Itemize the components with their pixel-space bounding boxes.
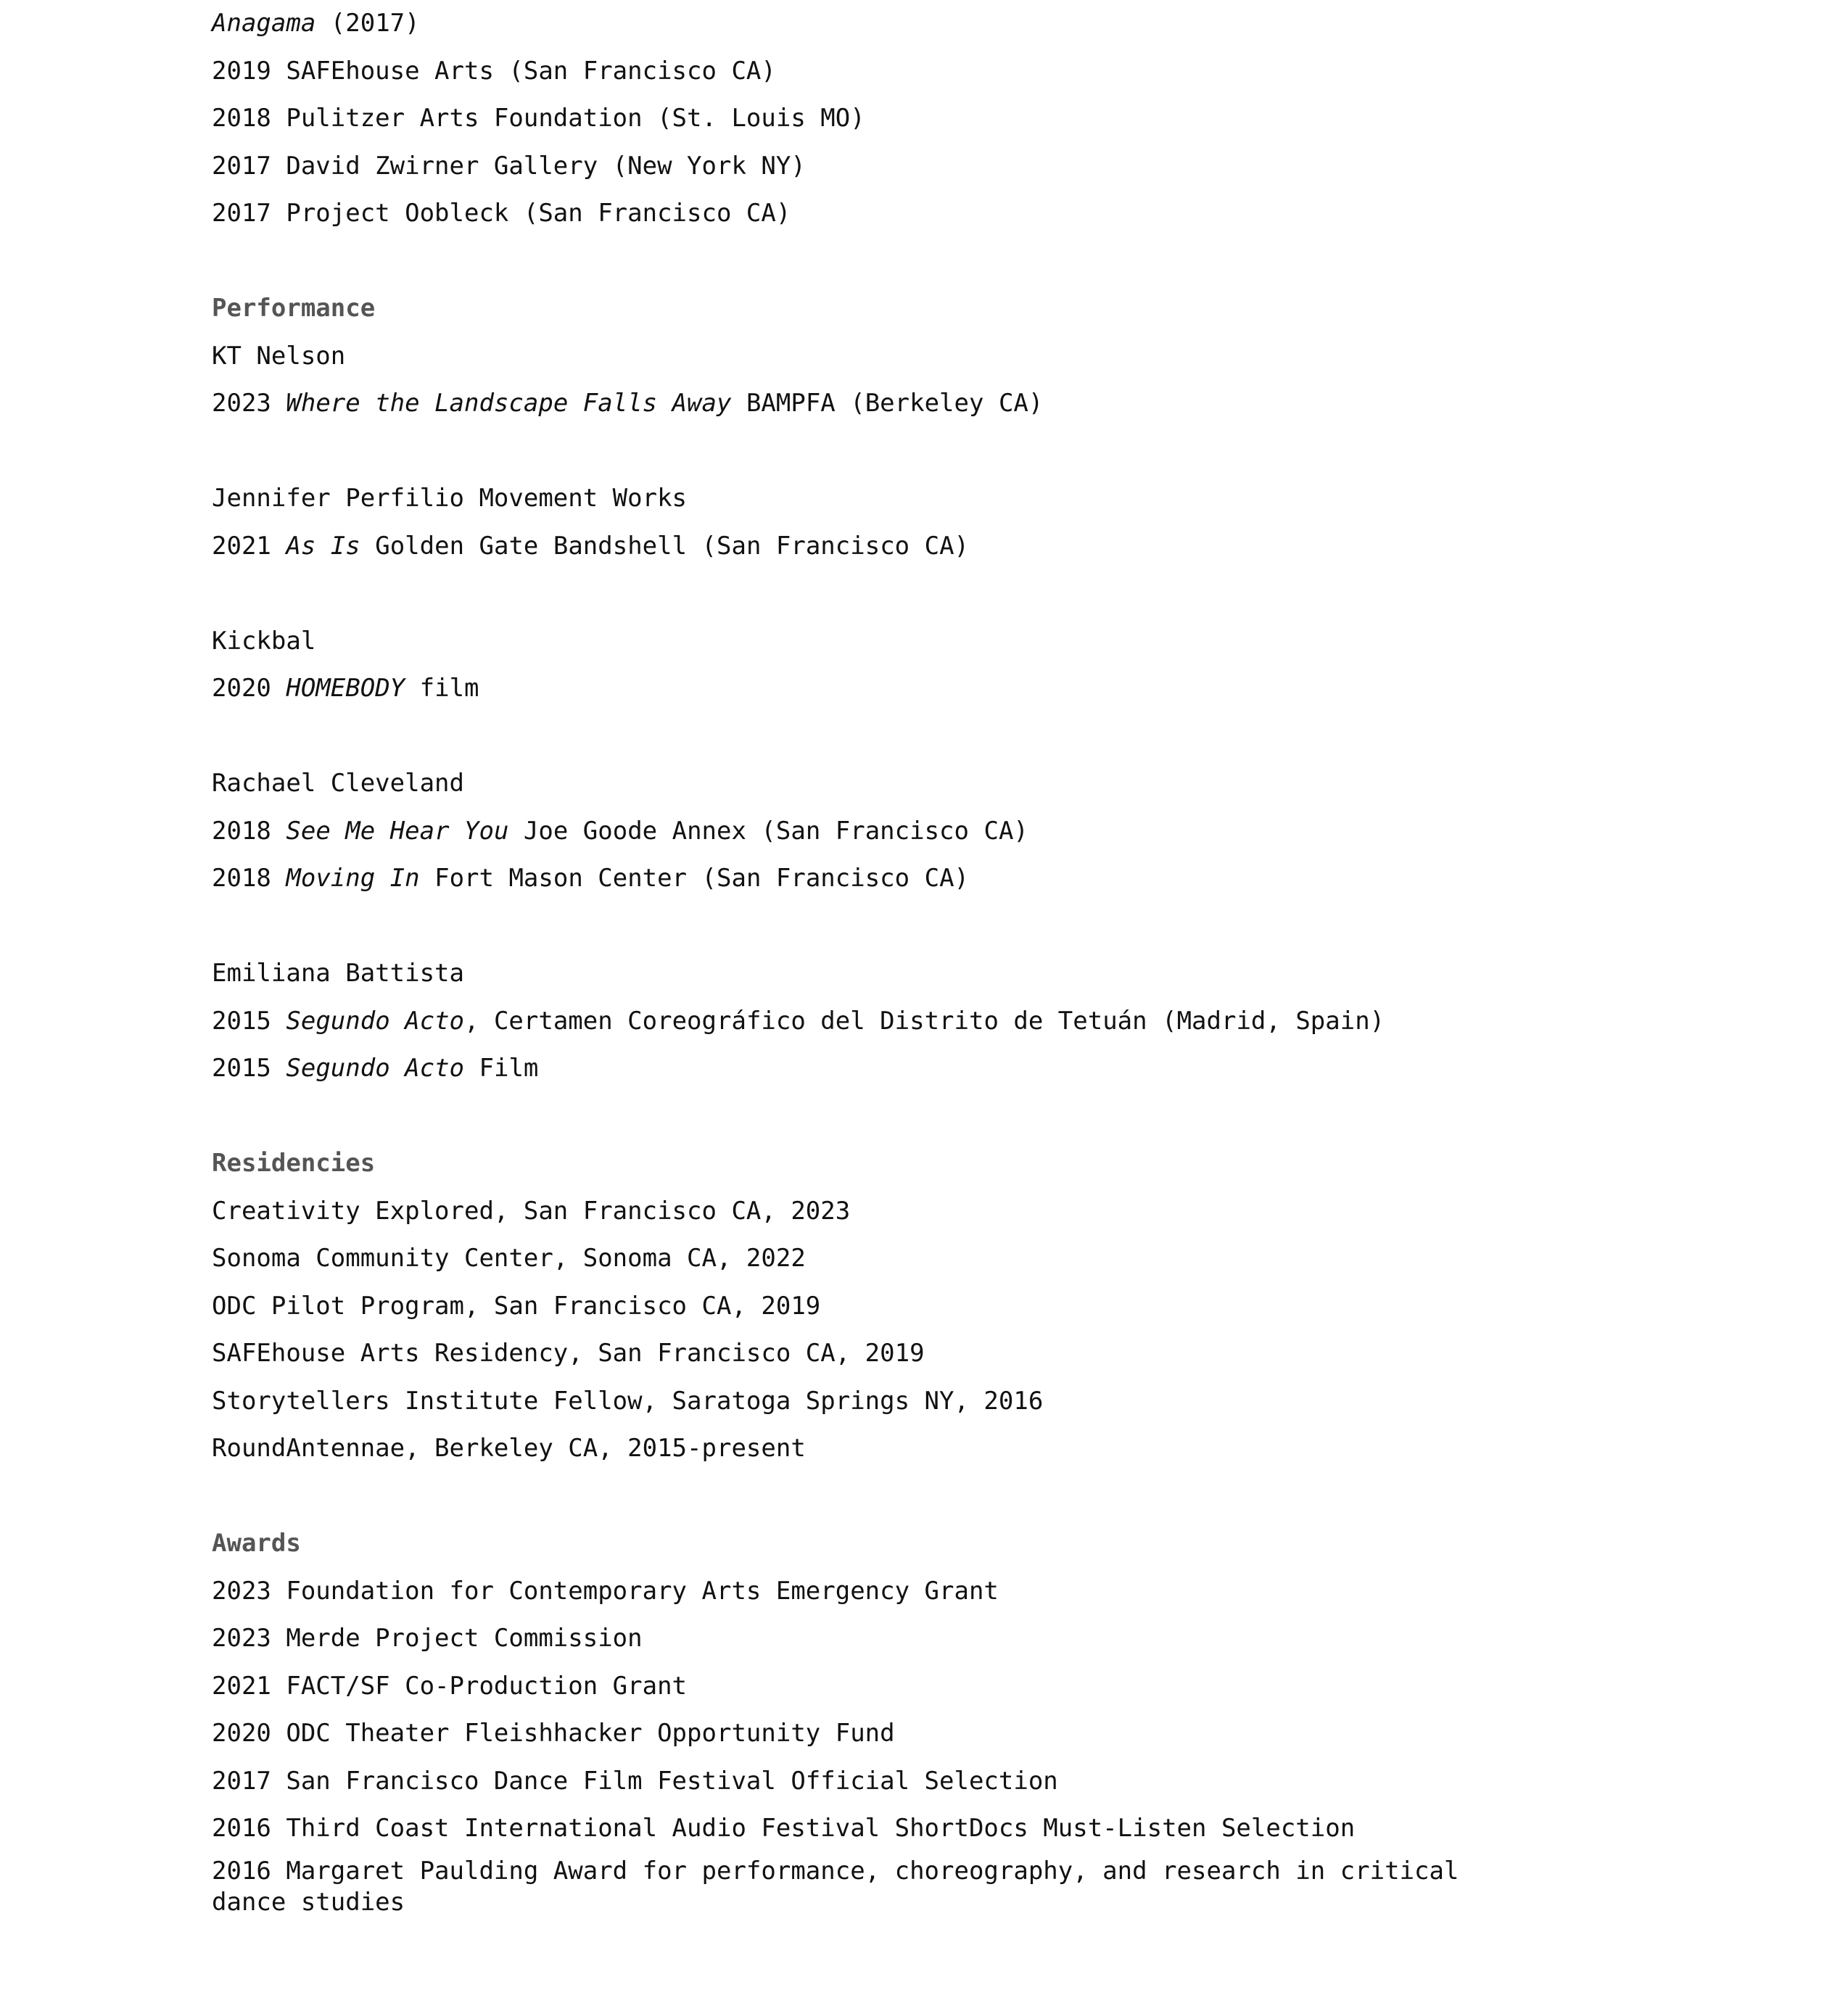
entry-work: See Me Hear You bbox=[286, 816, 509, 846]
residency-item: RoundAntennae, Berkeley CA, 2015-present bbox=[212, 1434, 806, 1463]
collaborator-name: Kickbal bbox=[212, 626, 316, 656]
exhibition-title-line bbox=[212, 0, 1561, 48]
performance-entry bbox=[212, 665, 1561, 713]
award-item: 2023 Foundation for Contemporary Arts Emergency Grant bbox=[212, 1576, 999, 1606]
entry-work: Moving In bbox=[286, 864, 420, 893]
exhibition-item: 2019 SAFEhouse Arts (San Francisco CA) bbox=[212, 56, 776, 86]
entry-year: 2018 bbox=[212, 864, 271, 893]
entry-year: 2020 bbox=[212, 674, 271, 703]
entry-work: HOMEBODY bbox=[286, 674, 405, 703]
performance-entry bbox=[212, 855, 1561, 903]
exhibition-item: 2018 Pulitzer Arts Foundation (St. Louis MO) bbox=[212, 104, 865, 133]
performance-section bbox=[212, 285, 1561, 1093]
award-item: 2016 Third Coast International Audio Festival ShortDocs Must-Listen Selection bbox=[212, 1814, 1356, 1843]
performance-entry bbox=[212, 523, 1561, 571]
cv-document bbox=[212, 0, 1561, 1918]
collaborator-name: Emiliana Battista bbox=[212, 959, 464, 988]
entry-detail: Film bbox=[479, 1054, 539, 1083]
section-gap bbox=[212, 1093, 1561, 1141]
entry-year: 2018 bbox=[212, 816, 271, 846]
residencies-section bbox=[212, 1140, 1561, 1473]
section-gap bbox=[212, 238, 1561, 286]
entry-detail: , Certamen Coreográfico del Distrito de Tetuán (Madrid, Spain) bbox=[464, 1006, 1385, 1036]
performance-entry bbox=[212, 380, 1561, 428]
entry-detail: film bbox=[419, 674, 479, 703]
residency-item: Storytellers Institute Fellow, Saratoga Springs NY, 2016 bbox=[212, 1386, 1044, 1416]
collaborator-name: Rachael Cleveland bbox=[212, 769, 464, 798]
residency-item: Sonoma Community Center, Sonoma CA, 2022 bbox=[212, 1244, 806, 1273]
residency-item: ODC Pilot Program, San Francisco CA, 2019 bbox=[212, 1291, 821, 1321]
entry-detail: BAMPFA (Berkeley CA) bbox=[746, 389, 1044, 418]
entry-year: 2015 bbox=[212, 1006, 271, 1036]
award-item: 2016 Margaret Paulding Award for performance, choreography, and research in critical dance studies bbox=[212, 1856, 1459, 1917]
performance-entry bbox=[212, 1045, 1561, 1093]
collaborator-name: Jennifer Perfilio Movement Works bbox=[212, 484, 688, 513]
entry-work: As Is bbox=[286, 531, 360, 561]
group-gap bbox=[212, 570, 1561, 618]
group-gap bbox=[212, 713, 1561, 761]
exhibition-item: 2017 Project Oobleck (San Francisco CA) bbox=[212, 199, 791, 228]
entry-detail: Golden Gate Bandshell (San Francisco CA) bbox=[375, 531, 970, 561]
entry-work: Segundo Acto bbox=[286, 1054, 465, 1083]
award-item: 2021 FACT/SF Co-Production Grant bbox=[212, 1671, 688, 1701]
performance-entry bbox=[212, 808, 1561, 856]
collaborator-name: KT Nelson bbox=[212, 341, 346, 371]
performance-entry bbox=[212, 998, 1561, 1046]
exhibition-work-title: Anagama bbox=[212, 9, 316, 38]
residency-item: Creativity Explored, San Francisco CA, 2023 bbox=[212, 1196, 851, 1226]
entry-year: 2015 bbox=[212, 1054, 271, 1083]
entry-detail: Fort Mason Center (San Francisco CA) bbox=[434, 864, 970, 893]
exhibitions-section bbox=[212, 0, 1561, 238]
awards-heading: Awards bbox=[212, 1529, 301, 1558]
section-gap bbox=[212, 1473, 1561, 1521]
exhibition-item: 2017 David Zwirner Gallery (New York NY) bbox=[212, 151, 806, 181]
entry-year: 2021 bbox=[212, 531, 271, 561]
entry-work: Where the Landscape Falls Away bbox=[286, 389, 732, 418]
entry-year: 2023 bbox=[212, 389, 271, 418]
residency-item: SAFEhouse Arts Residency, San Francisco CA, 2019 bbox=[212, 1339, 925, 1368]
residencies-heading: Residencies bbox=[212, 1149, 376, 1178]
award-item: 2017 San Francisco Dance Film Festival Official Selection bbox=[212, 1766, 1058, 1796]
awards-section bbox=[212, 1520, 1561, 1918]
entry-work: Segundo Acto bbox=[286, 1006, 465, 1036]
award-item: 2023 Merde Project Commission bbox=[212, 1624, 643, 1653]
group-gap bbox=[212, 428, 1561, 476]
award-item: 2020 ODC Theater Fleishhacker Opportunity Fund bbox=[212, 1719, 895, 1748]
performance-heading: Performance bbox=[212, 294, 376, 323]
group-gap bbox=[212, 903, 1561, 951]
exhibition-work-year: (2017) bbox=[330, 9, 420, 38]
entry-detail: Joe Goode Annex (San Francisco CA) bbox=[523, 816, 1028, 846]
